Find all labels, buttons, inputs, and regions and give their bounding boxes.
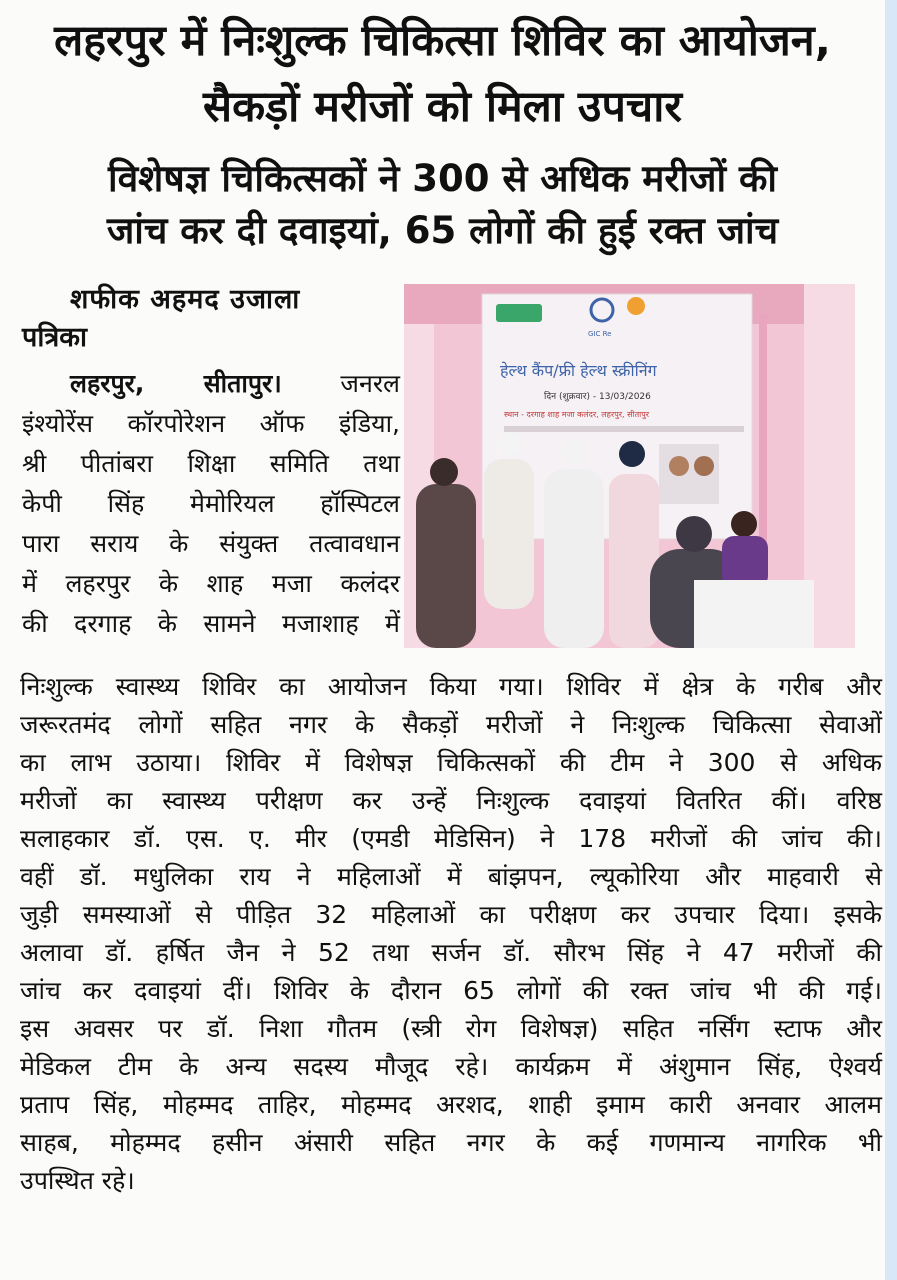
subheadline-line-1: विशेषज्ञ चिकित्सकों ने 300 से अधिक मरीजों की bbox=[108, 157, 777, 200]
body-line: जुड़ी समस्याओं से पीड़ित 32 महिलाओं का परीक्षण कर उपचार दिया। इसके bbox=[20, 900, 882, 929]
body-line: जरूरतमंद लोगों सहित नगर के सैकड़ों मरीजों ने निःशुल्क चिकित्सा सेवाओं bbox=[20, 710, 882, 739]
body-line: अलावा डॉ. हर्षित जैन ने 52 तथा सर्जन डॉ. सौरभ सिंह ने 47 मरीजों की bbox=[20, 938, 882, 967]
body-line: साहब, मोहम्मद हसीन अंसारी सहित नगर के कई गणमान्य नागरिक भी bbox=[20, 1128, 882, 1157]
banner-date: दिन (शुक्रवार) - 13/03/2026 bbox=[544, 392, 651, 402]
body-line: निःशुल्क स्वास्थ्य शिविर का आयोजन किया गया। शिविर में क्षेत्र के गरीब और bbox=[20, 672, 882, 701]
headline-line-1: लहरपुर में निःशुल्क चिकित्सा शिविर का आयोजन, bbox=[54, 16, 831, 66]
body-line: उपस्थित रहे। bbox=[20, 1166, 135, 1195]
health-camp-photo bbox=[404, 284, 855, 648]
banner-place: स्थान - दरगाह शाह मजा कलंदर, लहरपुर, सीतापुर bbox=[504, 410, 650, 419]
page-edge-strip bbox=[885, 0, 897, 1280]
headline-line-2: सैकड़ों मरीजों को मिला उपचार bbox=[203, 82, 682, 132]
column-line: पारा सराय के संयुक्त तत्वावधान bbox=[22, 529, 400, 558]
column-line: की दरगाह के सामने मजाशाह में bbox=[22, 609, 400, 638]
body-line: प्रताप सिंह, मोहम्मद ताहिर, मोहम्मद अरशद, शाही इमाम कारी अनवार आलम bbox=[20, 1090, 882, 1119]
body-line: मरीजों का स्वास्थ्य परीक्षण कर उन्हें निःशुल्क दवाइयां वितरित कीं। वरिष्ठ bbox=[20, 786, 882, 815]
byline-publication: पत्रिका bbox=[22, 322, 87, 353]
body-line: इस अवसर पर डॉ. निशा गौतम (स्त्री रोग विशेषज्ञ) सहित नर्सिंग स्टाफ और bbox=[20, 1014, 882, 1043]
body-line: वहीं डॉ. मधुलिका राय ने महिलाओं में बांझपन, ल्यूकोरिया और माहवारी से bbox=[20, 862, 882, 891]
dateline: लहरपुर, सीतापुर। bbox=[70, 369, 282, 398]
column-line-text: जनरल bbox=[340, 369, 401, 398]
column-line: केपी सिंह मेमोरियल हॉस्पिटल bbox=[22, 489, 400, 518]
column-line: श्री पीतांबरा शिक्षा समिति तथा bbox=[22, 449, 400, 478]
column-line: इंश्योरेंस कॉरपोरेशन ऑफ इंडिया, bbox=[22, 409, 400, 438]
banner-title: हेल्थ कैंप/फ्री हेल्थ स्क्रीनिंग bbox=[500, 361, 657, 380]
body-line: जांच कर दवाइयां दीं। शिविर के दौरान 65 लोगों की रक्त जांच भी की गई। bbox=[20, 976, 882, 1005]
column-line: में लहरपुर के शाह मजा कलंदर bbox=[22, 569, 400, 598]
banner-sponsor: GIC Re bbox=[588, 330, 612, 338]
body-line: मेडिकल टीम के अन्य सदस्य मौजूद रहे। कार्यक्रम में अंशुमान सिंह, ऐश्वर्य bbox=[20, 1052, 882, 1081]
body-line: सलाहकार डॉ. एस. ए. मीर (एमडी मेडिसिन) ने 178 मरीजों की जांच की। bbox=[20, 824, 882, 853]
subheadline-line-2: जांच कर दी दवाइयां, 65 लोगों की हुई रक्त जांच bbox=[106, 209, 779, 252]
column-line bbox=[70, 364, 400, 404]
byline-author: शफीक अहमद उजाला bbox=[70, 284, 301, 315]
body-line: का लाभ उठाया। शिविर में विशेषज्ञ चिकित्सकों की टीम ने 300 से अधिक bbox=[20, 748, 882, 777]
